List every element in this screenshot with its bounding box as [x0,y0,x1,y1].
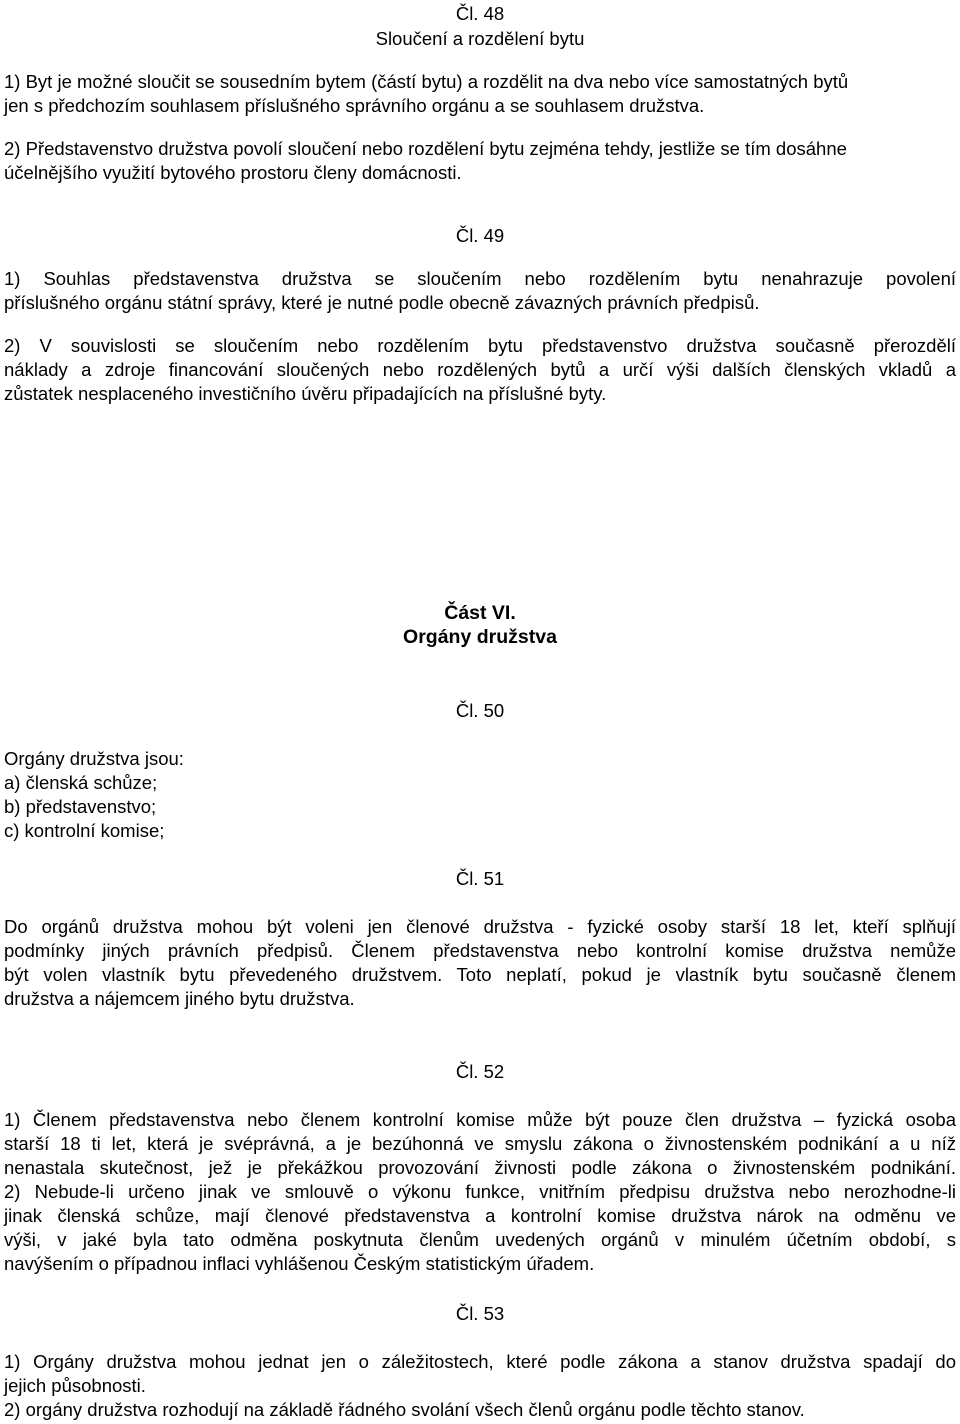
article-48-para-1-line-2: jen s předchozím souhlasem příslušného správního orgánu a se souhlasem družstva. [4,95,705,116]
article-48-para-1-line-1: 1) Byt je možné sloučit se sousedním bytem (částí bytu) a rozdělit na dva nebo více samostatných bytů [4,71,849,92]
article-51-heading: Čl. 51 [455,868,505,889]
article-53-para-2-line-1: 2) orgány družstva rozhodují na základě řádného svolání všech členů orgánu podle těchto stanov. [4,1399,805,1420]
article-53-para-1-line-1: 1) Orgány družstva mohou jednat jen o záležitostech, které podle zákona a stanov družstva spadají do [4,1351,956,1372]
article-53-para-1-line-2: jejich působnosti. [4,1375,146,1396]
article-50-heading: Čl. 50 [455,700,505,721]
article-51-line-2: podmínky jiných právních předpisů. Členem představenstva nebo kontrolní komise družstva nemůže [4,940,956,961]
article-52-para-1-line-1: 1) Členem představenstva nebo členem kontrolní komise může být pouze člen družstva – fyzická osoba [4,1109,956,1130]
article-48-heading: Čl. 48 [455,3,505,24]
article-49-heading: Čl. 49 [455,225,505,246]
article-48-para-2-line-1: 2) Představenstvo družstva povolí sloučení nebo rozdělení bytu zejména tehdy, jestliže se tím dosáhne [4,138,847,159]
article-52-para-2-line-3: výši, v jaké byla tato odměna poskytnuta členům uvedených orgánů v minulém účetním období, s [4,1229,956,1250]
article-51-line-3: být volen vlastník bytu převedeného družstvem. Toto neplatí, pokud je vlastník bytu současně členem [4,964,956,985]
part-6-title: Orgány družstva [403,626,557,648]
article-52-para-2-line-4: navýšením o případnou inflaci vyhlášenou Českým statistickým úřadem. [4,1253,595,1274]
article-49-para-2-line-2: náklady a zdroje financování sloučených nebo rozdělených bytů a určí výši dalších členských vkladů a [4,359,956,380]
article-51-line-4: družstva a nájemcem jiného bytu družstva. [4,988,355,1009]
article-52-para-1-line-2: starší 18 ti let, která je svéprávná, a je bezúhonná ve smyslu zákona o živnostenském podnikání a u níž [4,1133,956,1154]
article-50-line-3: b) představenstvo; [4,796,157,817]
article-48-para-2-line-2: účelnějšího využití bytového prostoru členy domácnosti. [4,162,462,183]
article-50-line-2: a) členská schůze; [4,772,158,793]
article-49-para-2-line-3: zůstatek nesplaceného investičního úvěru připadajících na příslušné byty. [4,383,607,404]
part-6-heading: Část VI. [444,602,516,624]
article-52-heading: Čl. 52 [455,1061,505,1082]
article-52-para-1-line-3: nenastala skutečnost, jež je překážkou provozování živnosti podle zákona o živnostenském podnikání. [4,1157,956,1178]
article-49-para-2-line-1: 2) V souvislosti se sloučením nebo rozdělením bytu představenstvo družstva současně přerozdělí [4,335,956,356]
article-52-para-2-line-1: 2) Nebude-li určeno jinak ve smlouvě o výkonu funkce, vnitřním předpisu družstva nebo nerozhodne-li [4,1181,956,1202]
article-48-title: Sloučení a rozdělení bytu [375,28,585,49]
article-51-line-1: Do orgánů družstva mohou být voleni jen členové družstva - fyzické osoby starší 18 let, kteří splňují [4,916,956,937]
article-50-line-1: Orgány družstva jsou: [4,748,184,769]
article-53-heading: Čl. 53 [455,1303,505,1324]
article-50-line-4: c) kontrolní komise; [4,820,165,841]
article-52-para-2-line-2: jinak členská schůze, mají členové představenstva a kontrolní komise družstva nárok na odměnu ve [4,1205,956,1226]
article-49-para-1-line-2: příslušného orgánu státní správy, které je nutné podle obecně závazných právních předpisů. [4,292,760,313]
article-49-para-1-line-1: 1) Souhlas představenstva družstva se sloučením nebo rozdělením bytu nenahrazuje povolení [4,268,956,289]
